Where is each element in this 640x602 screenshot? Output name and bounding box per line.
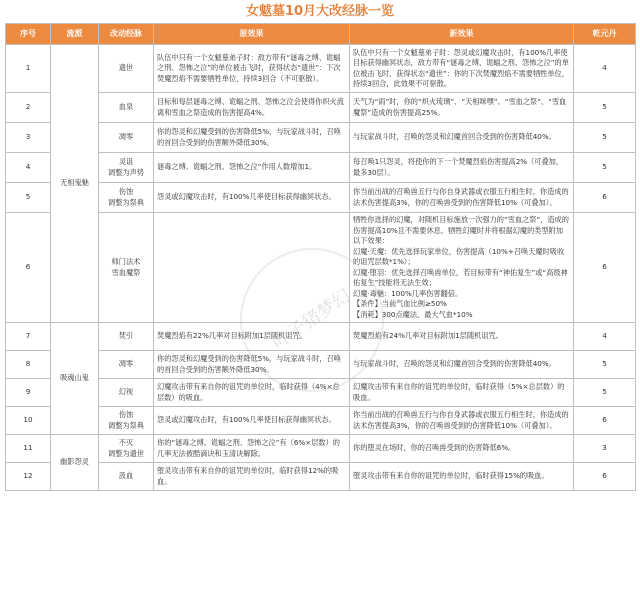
- row-number: 4: [6, 153, 51, 183]
- school-name: 幽影怨灵: [51, 435, 99, 491]
- row-number: 8: [6, 351, 51, 379]
- jingmai-name: 焚引: [99, 323, 154, 351]
- table-row: [6, 213, 636, 323]
- new-effect: 焚魔烈焰有24%几率对目标附加1层随机诅咒。: [350, 323, 574, 351]
- new-effect: 天气为“雨”时，你的“炽火琉璃”、“天相咪嘿”、“雪血之祭”、“雪血魔祭”造成的伤害提高25%。: [350, 93, 574, 123]
- table-row: [6, 323, 636, 351]
- row-number: 5: [6, 183, 51, 213]
- row-number: 7: [6, 323, 51, 351]
- jingmai-name: 凋零: [99, 123, 154, 153]
- old-effect: 怨灵或幻魔攻击时，有100%几率使目标获得幽冥状态。: [154, 183, 350, 213]
- qianyuandan-count: 6: [574, 213, 636, 323]
- jingmai-name: 师门法术 雪血魔祭: [99, 213, 154, 323]
- new-effect: 你当前出战的召唤兽五行与你自身武器或衣服五行相生时，你造成的法术伤害提高3%，你的召唤兽受到的伤害降低10%（可叠加）。: [350, 407, 574, 435]
- table-row: [6, 407, 636, 435]
- table-row: [6, 463, 636, 491]
- new-effect: 你的堕灵在场时，你的召唤兽受到的伤害降低6%。: [350, 435, 574, 463]
- school-name: 无相鬼魅: [51, 45, 99, 323]
- new-effect: 堕灵攻击带有来自你的诅咒的单位时，临时获得15%的吸血。: [350, 463, 574, 491]
- page-title: 女魃墓10月大改经脉一览: [245, 4, 395, 19]
- table-row: [6, 183, 636, 213]
- school-name: 吸魂山鬼: [51, 323, 99, 435]
- jingmai-name: 凋零: [99, 351, 154, 379]
- watermark-seal: 叶子猪梦幻: [212, 220, 413, 421]
- jingmai-name: 伤蚀 调整为祭典: [99, 183, 154, 213]
- table-row: [6, 379, 636, 407]
- row-number: 10: [6, 407, 51, 435]
- table-row: [6, 93, 636, 123]
- row-number: 9: [6, 379, 51, 407]
- old-effect: 怨灵或幻魔攻击时，有100%几率使目标获得幽冥状态。: [154, 407, 350, 435]
- header-jingmai: 改动经脉: [99, 24, 154, 45]
- header-school: 流派: [51, 24, 99, 45]
- header-no: 序号: [6, 24, 51, 45]
- table-row: [6, 45, 636, 93]
- table-row: [6, 153, 636, 183]
- header-old-effect: 原效果: [154, 24, 350, 45]
- new-effect: 与玩家战斗时，召唤的怨灵和幻魔首回合受到的伤害降低40%。: [350, 351, 574, 379]
- row-number: 1: [6, 45, 51, 93]
- new-effect: 与玩家战斗时，召唤的怨灵和幻魔首回合受到的伤害降低40%。: [350, 123, 574, 153]
- old-effect: 目标和每层谜毒之缚、诡蝠之刑、怨怖之泣会使得你炽火流离和雪血之祭造成的伤害提高4%。: [154, 93, 350, 123]
- qianyuandan-count: 4: [574, 323, 636, 351]
- row-number: 3: [6, 123, 51, 153]
- new-effect: 牺牲你选择的幻魔，对随机目标施放一次强力的“雪血之祭”，造成的伤害提高10%且不需要休息。牺牲幻魔时并将根据幻魔的类型附加以下效果： 幻魔·天魔：优先选择玩家单位，伤害提高（10%+召唤天魔时吸收的诅咒层数*1%）； 幻魔·堕羽：优先选择召唤兽单位，若目标带有“神佑复生”或“高级神佑复生”技能将无法生效； 幻魔·毒魅：100%几率伤害翻倍。 【条件】当前气血比例≥50% 【消耗】300点魔法、最大气血*10%: [350, 213, 574, 323]
- table-row: [6, 435, 636, 463]
- jingmai-name: 幻视: [99, 379, 154, 407]
- qianyuandan-count: 5: [574, 123, 636, 153]
- jingmai-table: [5, 23, 636, 491]
- old-effect: 幻魔攻击带有来自你的诅咒的单位时，临时获得（4%×总层数）的吸血。: [154, 379, 350, 407]
- qianyuandan-count: 5: [574, 93, 636, 123]
- old-effect: 你的怨灵和幻魔受到的伤害降低5%，与玩家战斗时，召唤的首回合受到的伤害额外降低30%。: [154, 351, 350, 379]
- header-qianyuandan: 乾元丹: [574, 24, 636, 45]
- jingmai-name: 伤蚀 调整为祭典: [99, 407, 154, 435]
- qianyuandan-count: 6: [574, 407, 636, 435]
- old-effect: 谜毒之缚、诡蝠之刑、怨怖之泣”作用人数增加1。: [154, 153, 350, 183]
- qianyuandan-count: 4: [574, 45, 636, 93]
- table-row: [6, 351, 636, 379]
- old-effect: 队伍中只有一个女魃墓弟子时：敌方带有“谜毒之缚、诡蝠之刑、怨怖之泣”的单位被击飞时，获得状态“遗世”：下次焚魔烈焰不需要牺牲单位，持续3回合（不可驱散）。: [154, 45, 350, 93]
- new-effect: 每召唤1只怨灵，将使你的下一个焚魔烈焰伤害提高2%（可叠加，最多30层）。: [350, 153, 574, 183]
- qianyuandan-count: 5: [574, 153, 636, 183]
- jingmai-name: 不灭 调整为遗世: [99, 435, 154, 463]
- header-row: [6, 24, 636, 45]
- jingmai-name: 血泉: [99, 93, 154, 123]
- row-number: 2: [6, 93, 51, 123]
- old-effect: 你的“谜毒之缚、诡蝠之刑、怨怖之泣”有（6%×层数）的几率无法被酷滴诀和玉清诀解除。: [154, 435, 350, 463]
- table-row: [6, 123, 636, 153]
- qianyuandan-count: 3: [574, 435, 636, 463]
- qianyuandan-count: 5: [574, 351, 636, 379]
- jingmai-name: 遗世: [99, 45, 154, 93]
- old-effect: 你的怨灵和幻魔受到的伤害降低5%，与玩家战斗时，召唤的首回合受到的伤害额外降低30%。: [154, 123, 350, 153]
- header-new-effect: 新效果: [350, 24, 574, 45]
- new-effect: 队伍中只有一个女魃墓弟子时：怨灵或幻魔攻击时，有100%几率使目标获得幽冥状态，敌方带有“谜毒之缚、诡蝠之刑、怨怖之泣”的单位被击飞时，获得状态“遗世”：你的下次焚魔烈焰不需要牺牲单位，持续3回合，此效果不可驱散。: [350, 45, 574, 93]
- jingmai-name: 汲血: [99, 463, 154, 491]
- qianyuandan-count: 6: [574, 463, 636, 491]
- new-effect: 你当前出战的召唤兽五行与你自身武器或衣服五行相生时，你造成的法术伤害提高3%，你的召唤兽受到的伤害降低10%（可叠加）。: [350, 183, 574, 213]
- qianyuandan-count: 6: [574, 183, 636, 213]
- old-effect: 堕灵攻击带有来自你的诅咒的单位时，临时获得12%的吸血。: [154, 463, 350, 491]
- old-effect: [154, 213, 350, 323]
- jingmai-name: 灵诅 调整为声势: [99, 153, 154, 183]
- row-number: 6: [6, 213, 51, 323]
- old-effect: 焚魔烈焰有22%几率对目标附加1层随机诅咒。: [154, 323, 350, 351]
- row-number: 11: [6, 435, 51, 463]
- qianyuandan-count: 5: [574, 379, 636, 407]
- new-effect: 幻魔攻击带有来自你的诅咒的单位时，临时获得（5%×总层数）的吸血。: [350, 379, 574, 407]
- row-number: 12: [6, 463, 51, 491]
